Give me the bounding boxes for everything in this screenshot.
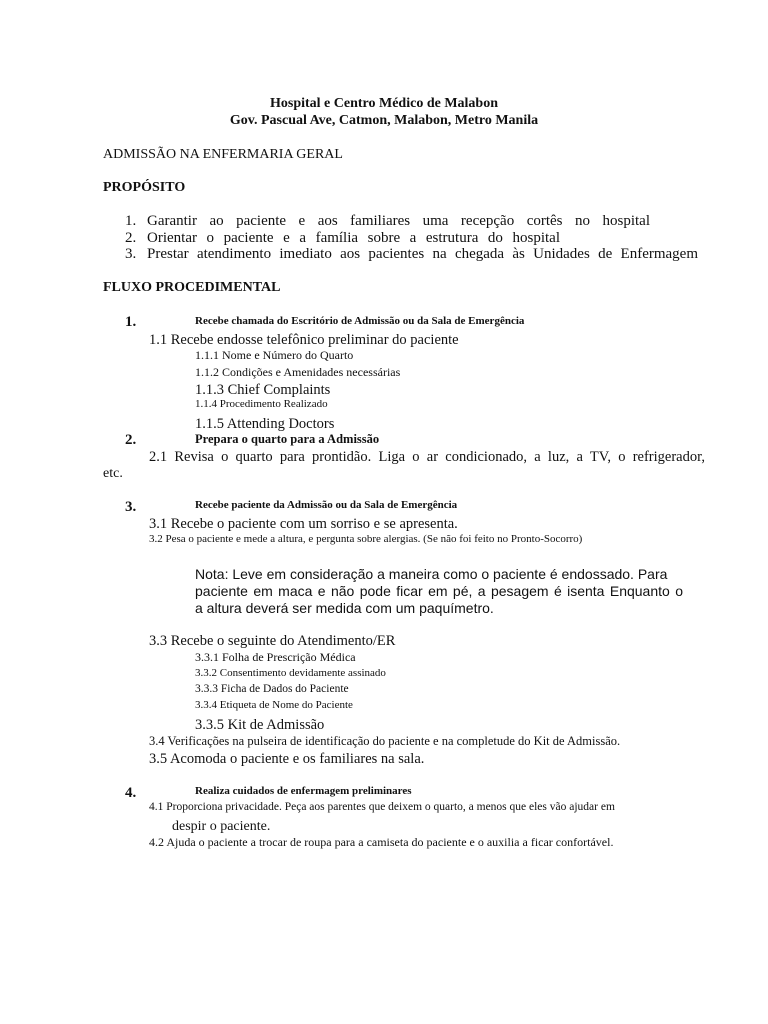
- purpose-item: Garantir ao paciente e aos familiares uma recepção cortês no hospital: [147, 213, 650, 229]
- substep-continuation: etc.: [103, 466, 123, 481]
- substep: 2.1 Revisa o quarto para prontidão. Liga o ar condicionado, a luz, a TV, o refrigerador,: [149, 449, 705, 465]
- substep-item: 1.1.3 Chief Complaints: [195, 382, 331, 398]
- step-title: Prepara o quarto para a Admissão: [195, 432, 380, 446]
- step-number: 4.: [125, 785, 137, 801]
- substep: 3.1 Recebe o paciente com um sorriso e se apresenta.: [149, 516, 458, 532]
- substep-item: 3.3.5 Kit de Admissão: [195, 717, 325, 733]
- substep-continuation: despir o paciente.: [172, 819, 271, 834]
- purpose-number: 1.: [125, 213, 137, 229]
- substep: 3.5 Acomoda o paciente e os familiares na sala.: [149, 751, 425, 767]
- purpose-number: 2.: [125, 230, 137, 246]
- step-title: Recebe paciente da Admissão ou da Sala de Emergência: [195, 499, 458, 511]
- substep: 4.1 Proporciona privacidade. Peça aos parentes que deixem o quarto, a menos que eles vão ajudar em: [149, 801, 615, 813]
- substep: 1.1 Recebe endosse telefônico preliminar do paciente: [149, 332, 459, 348]
- substep-item: 3.3.1 Folha de Prescrição Médica: [195, 650, 356, 664]
- step-title: Realiza cuidados de enfermagem preliminares: [195, 785, 412, 797]
- substep-item: 3.3.2 Consentimento devidamente assinado: [195, 667, 386, 679]
- substep: 4.2 Ajuda o paciente a trocar de roupa para a camiseta do paciente e o auxilia a ficar confortável.: [149, 835, 614, 849]
- substep-item: 1.1.5 Attending Doctors: [195, 416, 335, 432]
- flow-heading: FLUXO PROCEDIMENTAL: [103, 280, 281, 295]
- step-number: 1.: [125, 314, 137, 330]
- hospital-address: Gov. Pascual Ave, Catmon, Malabon, Metro Manila: [229, 113, 539, 128]
- purpose-heading: PROPÓSITO: [103, 180, 186, 195]
- note-line: paciente em maca e não pode ficar em pé, a pesagem é isenta Enquanto o: [195, 583, 683, 599]
- step-number: 3.: [125, 499, 137, 515]
- substep: 3.4 Verificações na pulseira de identificação do paciente e na completude do Kit de Admissão.: [149, 734, 621, 748]
- substep-item: 1.1.1 Nome e Número do Quarto: [195, 348, 354, 362]
- substep-item: 3.3.4 Etiqueta de Nome do Paciente: [195, 699, 353, 711]
- note-line: Nota: Leve em consideração a maneira como o paciente é endossado. Para: [195, 566, 668, 582]
- substep: 3.2 Pesa o paciente e mede a altura, e pergunta sobre alergias. (Se não foi feito no Pronto-Socorro): [149, 533, 583, 545]
- document-title: ADMISSÃO NA ENFERMARIA GERAL: [103, 147, 343, 162]
- purpose-number: 3.: [125, 246, 137, 262]
- purpose-item: Orientar o paciente e a família sobre a estrutura do hospital: [147, 230, 560, 246]
- note-line: a altura deverá ser medida com um paquímetro.: [195, 600, 494, 616]
- step-title: Recebe chamada do Escritório de Admissão ou da Sala de Emergência: [195, 315, 525, 327]
- substep-item: 1.1.2 Condições e Amenidades necessárias: [195, 365, 401, 379]
- step-number: 2.: [125, 432, 137, 448]
- hospital-name: Hospital e Centro Médico de Malabon: [269, 96, 498, 111]
- substep-item: 3.3.3 Ficha de Dados do Paciente: [195, 683, 349, 695]
- substep-item: 1.1.4 Procedimento Realizado: [195, 398, 328, 410]
- purpose-item: Prestar atendimento imediato aos pacientes na chegada às Unidades de Enfermagem: [147, 246, 698, 262]
- substep: 3.3 Recebe o seguinte do Atendimento/ER: [149, 633, 396, 649]
